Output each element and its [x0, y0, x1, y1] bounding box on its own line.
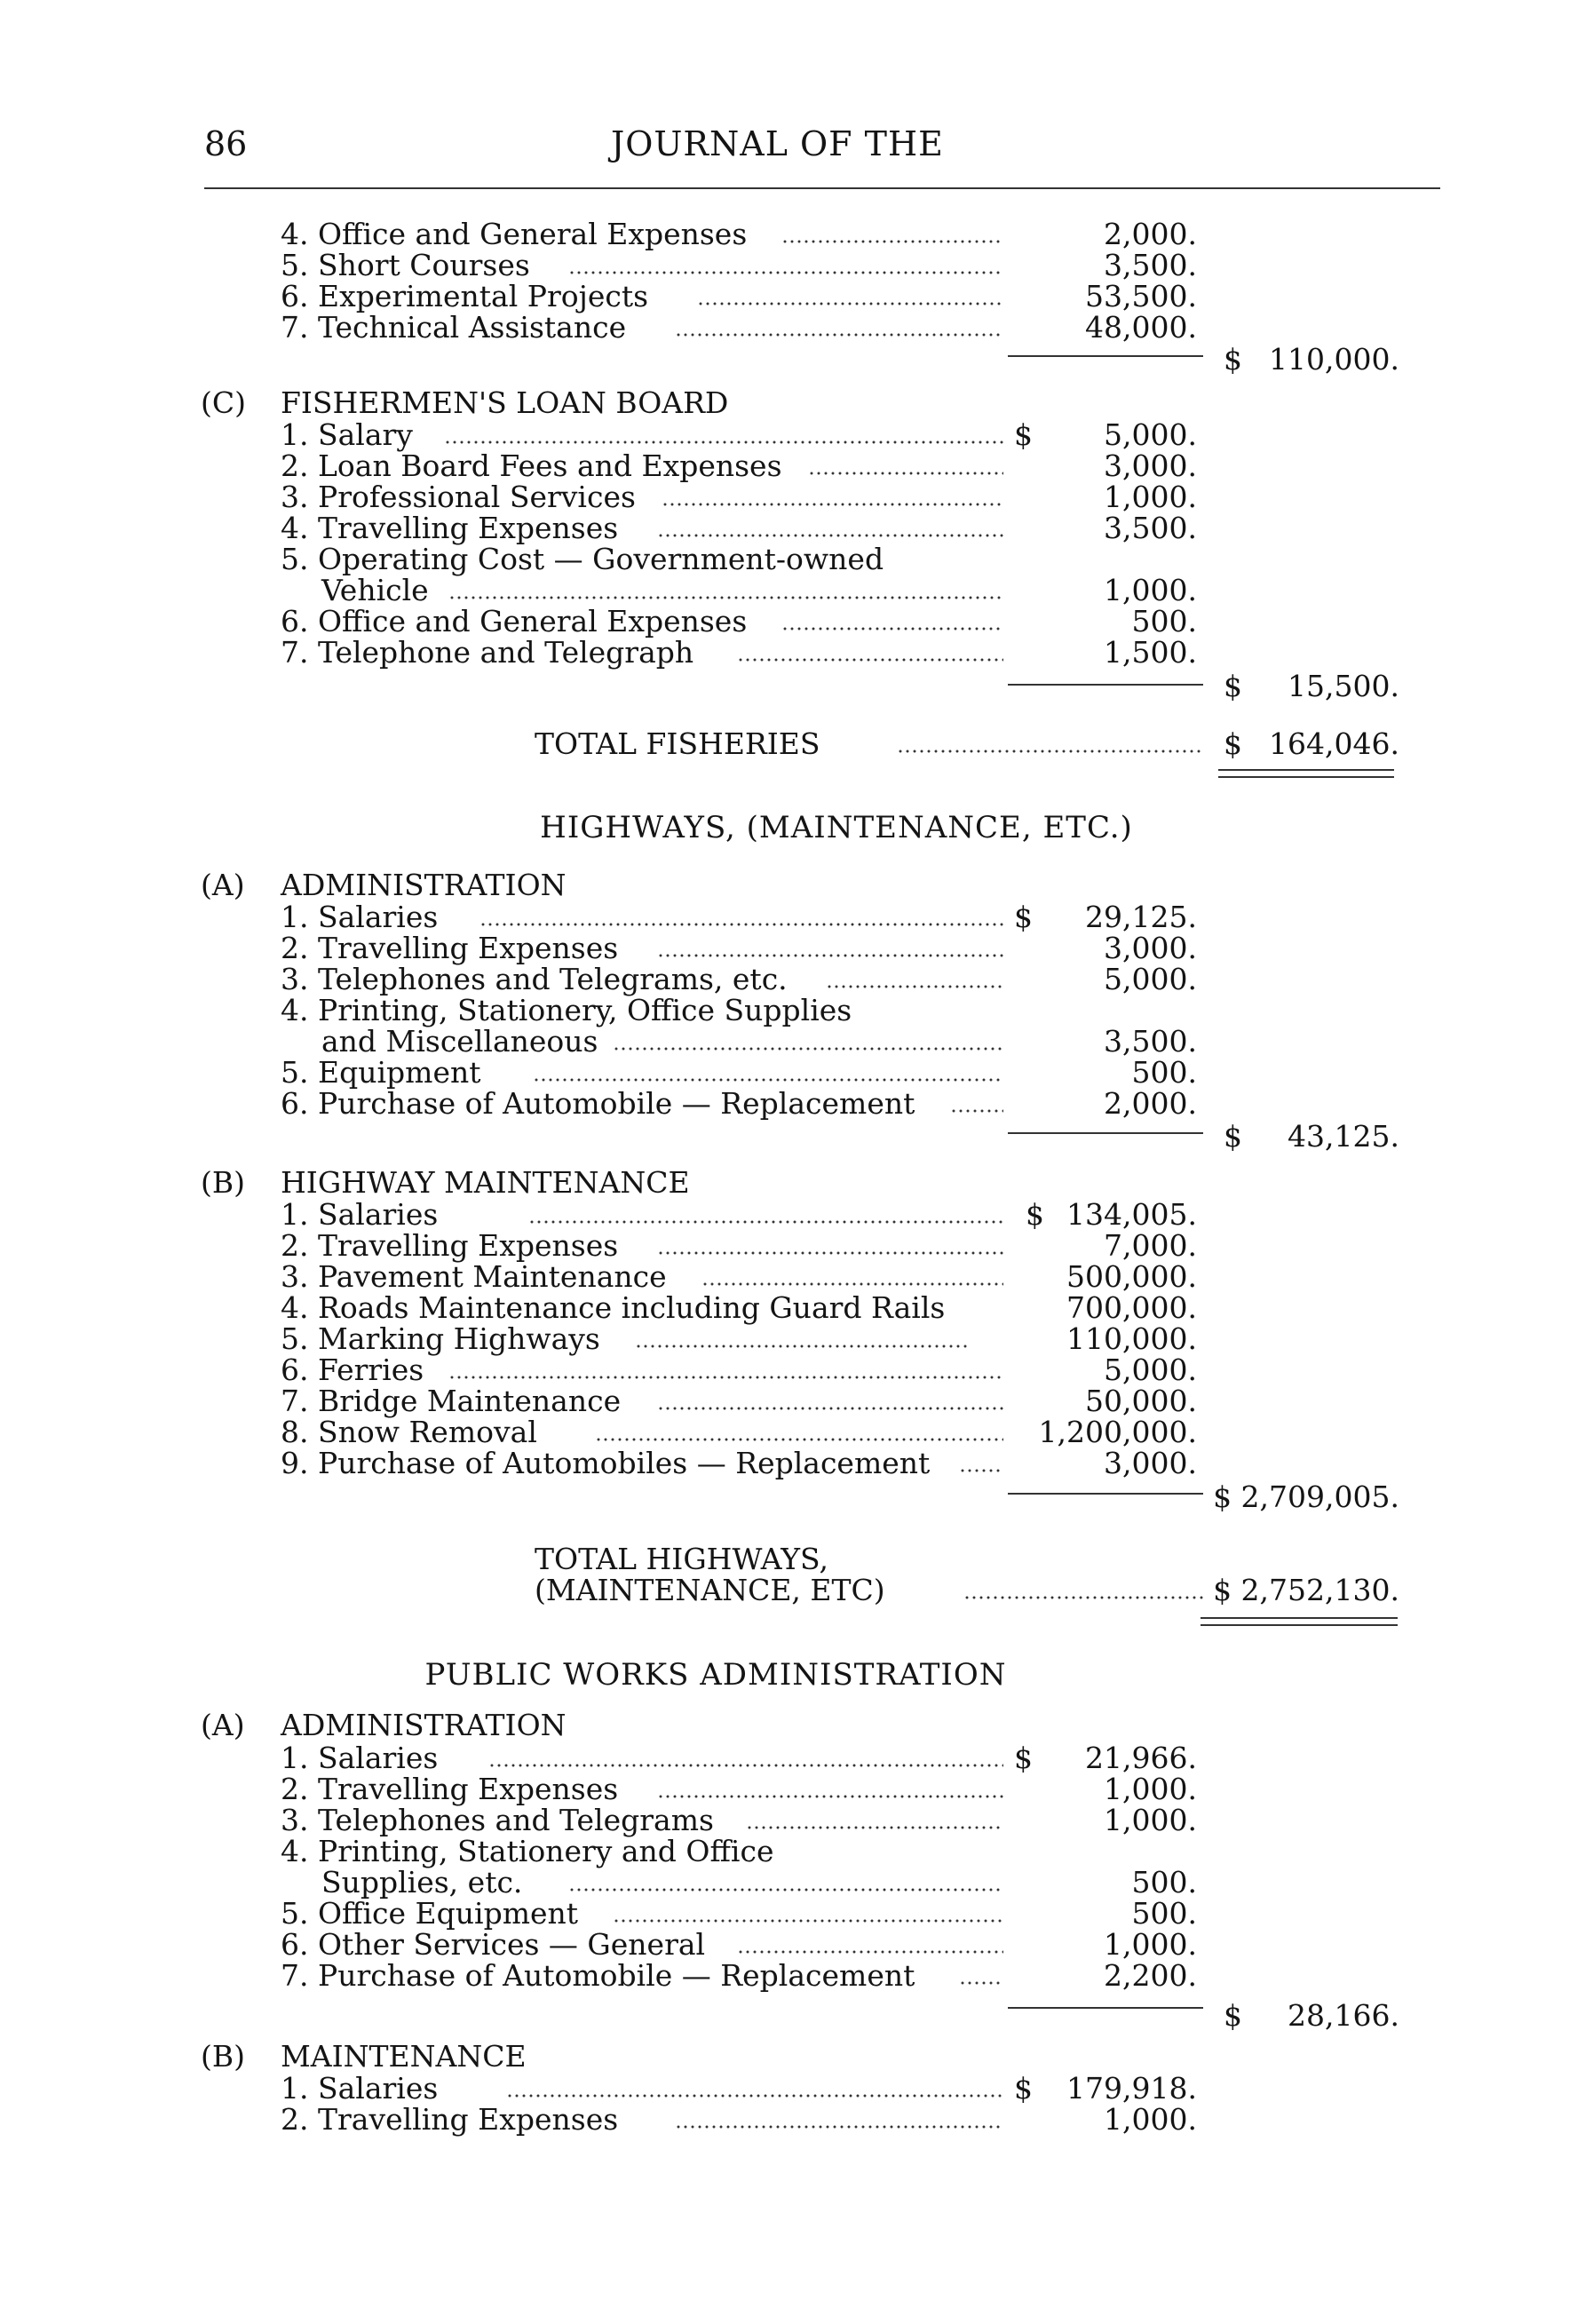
- item-label: 2. Travelling Expenses: [281, 931, 619, 965]
- line-item-continuation: [0, 1867, 1577, 1899]
- item-label: 4. Travelling Expenses: [281, 511, 619, 545]
- item-amount: 500.: [1131, 1865, 1197, 1900]
- section-total: [0, 344, 1577, 376]
- dollar-sign: $: [1224, 669, 1242, 703]
- item-amount: 500.: [1131, 1055, 1197, 1090]
- section-heading: [0, 869, 1577, 901]
- item-amount: 2,000.: [1104, 1086, 1197, 1121]
- total-amount: 110,000.: [1269, 342, 1399, 377]
- leader-dots: [533, 1078, 1003, 1082]
- leader-dots: [479, 923, 1003, 926]
- total-label: (MAINTENANCE, ETC): [535, 1573, 885, 1607]
- grand-total-row: [0, 1574, 1577, 1606]
- item-label: and Miscellaneous: [321, 1024, 598, 1059]
- line-item: [0, 1261, 1577, 1293]
- line-item: [0, 2104, 1577, 2136]
- line-item: [0, 964, 1577, 995]
- leader-dots: [657, 534, 1003, 537]
- item-amount: 21,966.: [1085, 1741, 1197, 1775]
- leader-dots: [959, 1981, 1003, 1985]
- item-label: 8. Snow Removal: [281, 1415, 537, 1449]
- item-label: 1. Salary: [281, 417, 413, 452]
- leader-dots: [737, 1950, 1003, 1954]
- item-amount: 179,918.: [1066, 2071, 1197, 2106]
- section-total: [0, 1121, 1577, 1153]
- line-item: [0, 312, 1577, 344]
- leader-dots: [959, 1469, 1003, 1472]
- grand-total-label: [0, 1543, 1577, 1575]
- leader-dots: [448, 596, 1003, 599]
- line-item: [0, 1199, 1577, 1231]
- item-label: 7. Purchase of Automobile — Replacement: [281, 1958, 915, 1993]
- line-item: [0, 1292, 1577, 1324]
- item-amount: 48,000.: [1085, 310, 1197, 345]
- leader-dots: [781, 240, 1003, 243]
- section-letter: (A): [201, 1708, 245, 1742]
- item-label: 1. Salaries: [281, 2071, 439, 2106]
- double-rule: [1201, 1617, 1398, 1626]
- grand-total-row: [0, 728, 1577, 760]
- leader-dots: [897, 750, 1203, 753]
- section-heading: [0, 1167, 1577, 1199]
- total-amount: 28,166.: [1288, 1998, 1399, 2033]
- item-label: 2. Travelling Expenses: [281, 2102, 619, 2137]
- line-item: [0, 1742, 1577, 1774]
- item-label: 3. Professional Services: [281, 480, 636, 514]
- item-amount: 110,000.: [1066, 1321, 1197, 1356]
- line-item: [0, 1448, 1577, 1479]
- section-heading-highways: HIGHWAYS, (MAINTENANCE, ETC.): [540, 810, 1133, 845]
- item-amount: 3,500.: [1104, 1024, 1197, 1059]
- leader-dots: [826, 985, 1003, 988]
- item-label: 7. Telephone and Telegraph: [281, 635, 694, 670]
- total-amount: 43,125.: [1288, 1119, 1399, 1154]
- line-item: [0, 1088, 1577, 1120]
- line-item: [0, 2073, 1577, 2105]
- item-amount: 29,125.: [1085, 900, 1197, 934]
- leader-dots: [662, 503, 1003, 506]
- line-item: [0, 932, 1577, 964]
- item-amount: 1,000.: [1104, 1772, 1197, 1806]
- leader-dots: [528, 1220, 1003, 1224]
- total-amount: $ 2,752,130.: [1213, 1573, 1399, 1607]
- leader-dots: [701, 1282, 1003, 1286]
- section-total: [0, 1481, 1577, 1513]
- item-label: 2. Loan Board Fees and Expenses: [281, 448, 782, 483]
- item-amount: 3,500.: [1104, 248, 1197, 282]
- leader-dots: [657, 1795, 1003, 1798]
- dollar-sign: $: [1224, 1998, 1242, 2033]
- item-amount: 2,200.: [1104, 1958, 1197, 1993]
- item-amount: 500,000.: [1066, 1259, 1197, 1294]
- total-amount: $ 2,709,005.: [1213, 1479, 1399, 1514]
- item-label: 3. Pavement Maintenance: [281, 1259, 667, 1294]
- leader-dots: [697, 302, 1003, 305]
- section-heading: [0, 1709, 1577, 1741]
- leader-dots: [675, 2125, 1003, 2129]
- item-label: 5. Operating Cost — Government-owned: [281, 542, 884, 576]
- item-amount: 3,500.: [1104, 511, 1197, 545]
- item-label: 9. Purchase of Automobiles — Replacement: [281, 1446, 931, 1480]
- line-item: [0, 450, 1577, 482]
- leader-dots: [737, 658, 1003, 662]
- total-amount: 15,500.: [1288, 669, 1399, 703]
- item-label: 1. Salaries: [281, 1197, 439, 1232]
- line-item: [0, 281, 1577, 313]
- line-item: [0, 995, 1577, 1027]
- leader-dots: [657, 1407, 1003, 1410]
- section-title: FISHERMEN'S LOAN BOARD: [281, 385, 729, 420]
- line-item: [0, 1898, 1577, 1930]
- item-amount: 5,000.: [1104, 1352, 1197, 1387]
- dollar-sign: $: [1014, 417, 1033, 452]
- leader-dots: [675, 333, 1003, 337]
- section-title: MAINTENANCE: [281, 2039, 527, 2074]
- item-amount: 1,000.: [1104, 480, 1197, 514]
- item-label: 2. Travelling Expenses: [281, 1772, 619, 1806]
- double-rule: [1218, 769, 1394, 778]
- line-item: [0, 512, 1577, 544]
- item-amount: 1,000.: [1104, 2102, 1197, 2137]
- item-label: 6. Experimental Projects: [281, 279, 649, 313]
- header-rule: [204, 187, 1440, 189]
- item-label: 1. Salaries: [281, 1741, 439, 1775]
- item-amount: 134,005.: [1066, 1197, 1197, 1232]
- section-letter: (B): [201, 2039, 245, 2074]
- item-amount: 700,000.: [1066, 1290, 1197, 1325]
- leader-dots: [746, 1826, 1003, 1829]
- line-item: [0, 637, 1577, 669]
- leader-dots: [448, 1376, 1003, 1379]
- leader-dots: [444, 440, 1003, 444]
- line-item: [0, 1416, 1577, 1448]
- item-label: 4. Printing, Stationery, Office Supplies: [281, 993, 852, 1027]
- leader-dots: [950, 1109, 1003, 1113]
- line-item: [0, 1773, 1577, 1805]
- dollar-sign: $: [1224, 726, 1242, 761]
- line-item: [0, 218, 1577, 250]
- item-label: 4. Printing, Stationery and Office: [281, 1834, 774, 1868]
- section-title: HIGHWAY MAINTENANCE: [281, 1165, 690, 1200]
- section-heading: [0, 387, 1577, 419]
- total-label: TOTAL FISHERIES: [535, 726, 820, 761]
- line-item: [0, 1323, 1577, 1355]
- running-title: JOURNAL OF THE: [611, 124, 944, 163]
- item-label: 6. Other Services — General: [281, 1927, 706, 1962]
- dollar-sign: $: [1224, 342, 1242, 377]
- section-heading: [0, 2041, 1577, 2073]
- item-amount: 50,000.: [1085, 1384, 1197, 1418]
- item-label: 3. Telephones and Telegrams, etc.: [281, 962, 788, 996]
- item-amount: 5,000.: [1104, 417, 1197, 452]
- item-label: 5. Marking Highways: [281, 1321, 600, 1356]
- item-amount: 1,000.: [1104, 1927, 1197, 1962]
- line-item: [0, 1929, 1577, 1961]
- item-label: 5. Short Courses: [281, 248, 530, 282]
- item-label: Vehicle: [321, 573, 429, 607]
- leader-dots: [808, 472, 1003, 475]
- line-item: [0, 606, 1577, 638]
- dollar-sign: $: [1014, 900, 1033, 934]
- item-label: 2. Travelling Expenses: [281, 1228, 619, 1263]
- line-item-continuation: [0, 575, 1577, 607]
- line-item-continuation: [0, 1026, 1577, 1058]
- page-number: 86: [204, 124, 248, 163]
- section-letter: (B): [201, 1165, 245, 1200]
- section-heading-public-works: PUBLIC WORKS ADMINISTRATION: [424, 1657, 1007, 1693]
- line-item: [0, 481, 1577, 513]
- dollar-sign: $: [1224, 1119, 1242, 1154]
- item-amount: 7,000.: [1104, 1228, 1197, 1263]
- leader-dots: [488, 1764, 1003, 1767]
- item-label: 4. Roads Maintenance including Guard Rails: [281, 1290, 946, 1325]
- dollar-sign: $: [1014, 1741, 1033, 1775]
- item-label: 1. Salaries: [281, 900, 439, 934]
- item-label: 4. Office and General Expenses: [281, 217, 748, 251]
- item-label: 5. Office Equipment: [281, 1896, 579, 1931]
- leader-dots: [506, 2094, 1003, 2098]
- leader-dots: [781, 627, 1003, 631]
- total-amount: 164,046.: [1269, 726, 1399, 761]
- item-label: 6. Ferries: [281, 1352, 424, 1387]
- leader-dots: [613, 1047, 1003, 1051]
- line-item: [0, 1804, 1577, 1836]
- section-total: [0, 670, 1577, 702]
- section-letter: (A): [201, 868, 245, 902]
- item-amount: 1,000.: [1104, 573, 1197, 607]
- section-title: ADMINISTRATION: [281, 868, 567, 902]
- dollar-sign: $: [1026, 1197, 1044, 1232]
- item-amount: 500.: [1131, 604, 1197, 639]
- leader-dots: [568, 271, 1003, 274]
- section-total: [0, 2000, 1577, 2032]
- section-letter: (C): [201, 385, 246, 420]
- total-label: TOTAL HIGHWAYS,: [535, 1542, 828, 1576]
- item-amount: 1,500.: [1104, 635, 1197, 670]
- line-item: [0, 901, 1577, 933]
- line-item: [0, 250, 1577, 282]
- item-amount: 3,000.: [1104, 931, 1197, 965]
- item-label: 5. Equipment: [281, 1055, 481, 1090]
- leader-dots: [595, 1438, 1003, 1441]
- item-amount: 1,200,000.: [1038, 1415, 1197, 1449]
- line-item: [0, 1960, 1577, 1992]
- leader-dots: [657, 1251, 1003, 1255]
- line-item: [0, 1836, 1577, 1868]
- item-amount: 5,000.: [1104, 962, 1197, 996]
- leader-dots: [635, 1344, 968, 1348]
- line-item: [0, 1385, 1577, 1417]
- leader-dots: [657, 954, 1003, 957]
- item-amount: 3,000.: [1104, 1446, 1197, 1480]
- item-label: 6. Office and General Expenses: [281, 604, 748, 639]
- line-item: [0, 419, 1577, 451]
- item-label: 3. Telephones and Telegrams: [281, 1803, 714, 1837]
- item-label: 7. Bridge Maintenance: [281, 1384, 622, 1418]
- line-item: [0, 1230, 1577, 1262]
- line-item: [0, 1354, 1577, 1386]
- dollar-sign: $: [1014, 2071, 1033, 2106]
- item-amount: 3,000.: [1104, 448, 1197, 483]
- item-label: Supplies, etc.: [321, 1865, 523, 1900]
- leader-dots: [963, 1596, 1203, 1599]
- line-item: [0, 543, 1577, 575]
- leader-dots: [568, 1888, 1003, 1892]
- section-title: ADMINISTRATION: [281, 1708, 567, 1742]
- item-label: 7. Technical Assistance: [281, 310, 627, 345]
- leader-dots: [613, 1919, 1003, 1923]
- item-amount: 1,000.: [1104, 1803, 1197, 1837]
- line-item: [0, 1057, 1577, 1089]
- page-header: [204, 124, 1438, 178]
- item-label: 6. Purchase of Automobile — Replacement: [281, 1086, 915, 1121]
- item-amount: 53,500.: [1085, 279, 1197, 313]
- item-amount: 2,000.: [1104, 217, 1197, 251]
- item-amount: 500.: [1131, 1896, 1197, 1931]
